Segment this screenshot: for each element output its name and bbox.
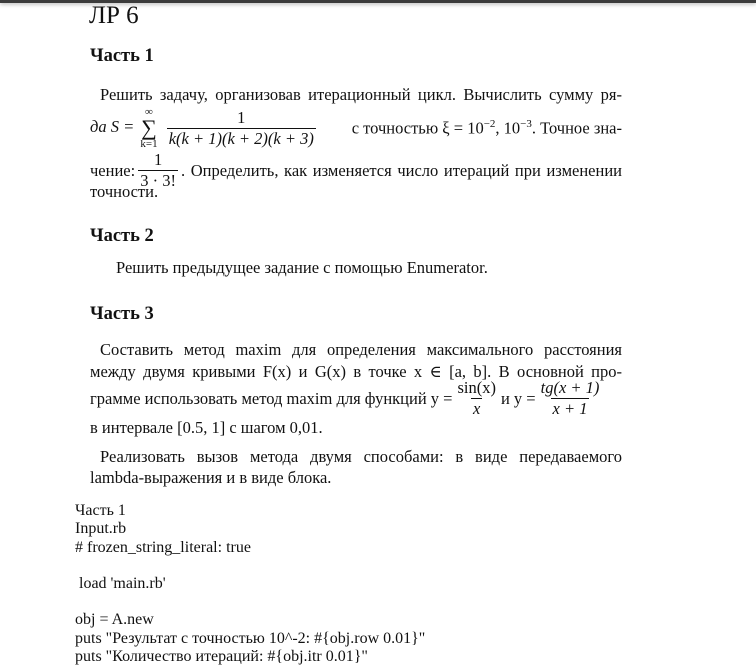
function-1-fraction xyxy=(455,378,498,419)
part2-heading: Часть 2 xyxy=(90,226,154,246)
code-line: # frozen_string_literal: true xyxy=(75,539,251,556)
part3-line4: в интервале [0.5, 1] с шагом 0,01. xyxy=(90,418,323,437)
code-line: obj = A.new xyxy=(75,611,154,628)
part2-line1: Решить предыдущее задание с помощью Enumerator. xyxy=(116,258,488,277)
sum-lower: k=1 xyxy=(140,138,158,150)
accuracy-text: с точностью ξ = 10 xyxy=(351,118,484,138)
function-2-fraction xyxy=(539,378,602,419)
part1-line2 xyxy=(90,106,622,150)
part1-line3 xyxy=(90,150,622,191)
sum-upper: ∞ xyxy=(145,106,153,118)
text: чение: xyxy=(90,160,136,180)
exponent: −3 xyxy=(520,117,532,130)
fraction-numerator: 1 xyxy=(153,150,163,169)
part1-heading: Часть 1 xyxy=(90,46,154,66)
line-end: . Точное зна- xyxy=(531,118,622,138)
part3-line2: между двумя кривыми F(x) и G(x) в точке x ∈ [a, b]. В основной про- xyxy=(90,362,622,381)
part3-line3 xyxy=(90,378,604,419)
part3-line1: Составить метод maxim для определения максимального расстояния xyxy=(100,340,622,359)
fraction-denominator: k(k + 1)(k + 2)(k + 3) xyxy=(168,128,314,148)
sum-symbol xyxy=(140,106,157,150)
exponent: −2 xyxy=(483,117,496,130)
text: и y = xyxy=(500,388,536,408)
fraction-denominator: x xyxy=(473,399,481,418)
text: грамме использовать метод maxim для функций y = xyxy=(90,388,453,408)
part3-heading: Часть 3 xyxy=(90,304,154,324)
part3-line6: lambda-выражения и в виде блока. xyxy=(90,468,332,487)
part3-line5: Реализовать вызов метода двумя способами: в виде передаваемого xyxy=(100,447,622,466)
text: . Определить, как изменяется число итераций при изменении xyxy=(180,160,622,180)
fraction-denominator: x + 1 xyxy=(552,399,588,418)
fraction-denominator: 3 · 3! xyxy=(140,171,176,190)
code-line: Часть 1 xyxy=(75,502,126,519)
part1-line4: точности. xyxy=(90,182,159,201)
sum-sign: ∑ xyxy=(141,115,157,140)
fraction-numerator: sin(x) xyxy=(457,378,496,397)
accuracy-sep: , 10 xyxy=(495,118,521,138)
code-line: Input.rb xyxy=(75,520,127,537)
part1-line1: Решить задачу, организовав итерационный цикл. Вычислить сумму ря- xyxy=(100,85,622,104)
code-line: puts "Количество итераций: #{obj.itr 0.01}" xyxy=(75,648,368,665)
code-line: puts "Результат с точностью 10^-2: #{obj.row 0.01}" xyxy=(75,630,426,647)
series-term-fraction xyxy=(167,108,316,149)
fraction-numerator: tg(x + 1) xyxy=(540,378,600,397)
document-title: ЛР 6 xyxy=(89,2,139,29)
sum-prefix: да S = xyxy=(90,116,135,136)
fraction-numerator: 1 xyxy=(237,107,246,127)
code-line: load 'main.rb' xyxy=(75,575,166,592)
